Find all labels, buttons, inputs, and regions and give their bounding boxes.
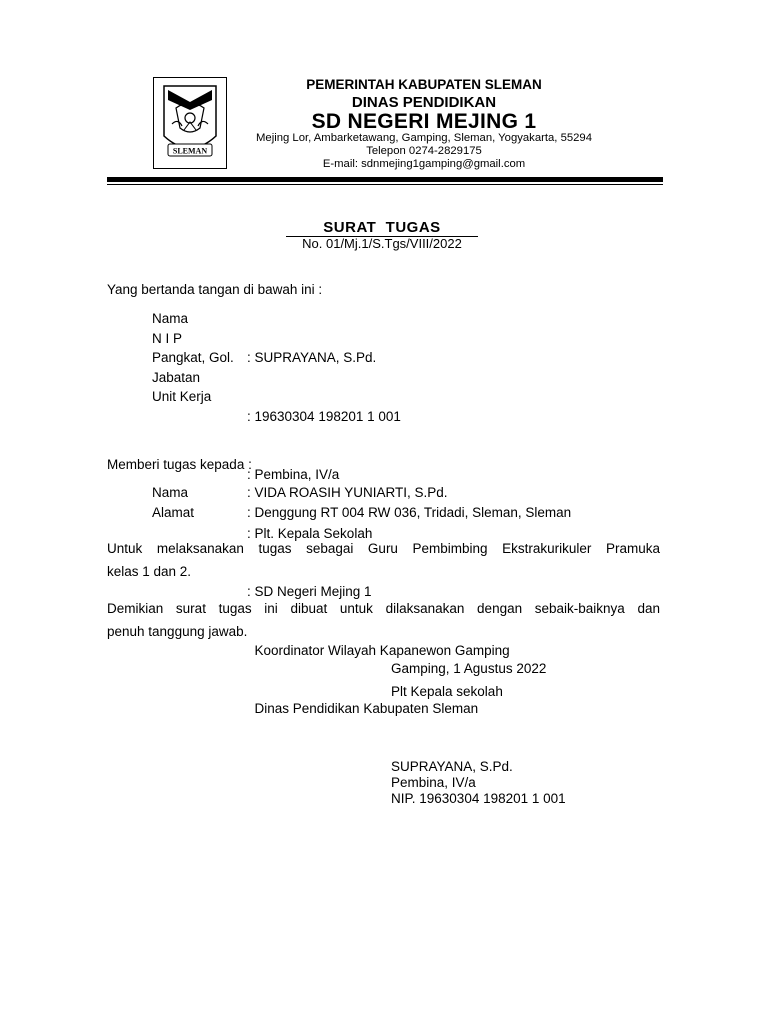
field-label: Nama [152,485,189,500]
logo-text: SLEMAN [172,146,208,156]
letter-title: SURAT TUGAS [286,219,478,237]
signatory-labels [152,309,234,407]
letterhead-phone: Telepon 0274-2829175 [366,145,482,157]
field-value: : 19630304 198201 1 001 [247,408,401,424]
letterhead-divider-thin [107,184,663,185]
field-label: Unit Kerja [152,389,212,404]
field-label: Alamat [152,504,195,520]
letterhead-government: PEMERINTAH KABUPATEN SLEMAN [306,77,542,92]
field-value: : SD Negeri Mejing 1 [247,584,372,599]
assign-intro: Memberi tugas kepada : [107,457,252,472]
letter-number: No. 01/Mj.1/S.Tgs/VIII/2022 [302,236,462,251]
signatory-rank: Pembina, IV/a [391,775,476,790]
field-value: : SUPRAYANA, S.Pd. [247,350,377,365]
field-label: N I P [152,330,183,346]
letterhead-department: DINAS PENDIDIKAN [351,94,497,111]
field-value: Dinas Pendidikan Kabupaten Sleman [247,701,479,716]
field-value: : Pembina, IV/a [247,467,340,482]
signatory-nip: NIP. 19630304 198201 1 001 [391,791,566,806]
letterhead-email: E-mail: sdnmejing1gamping@gmail.com [322,158,526,170]
letterhead-divider-thick [107,177,663,182]
assignee-values [247,483,571,522]
intro-text: Yang bertanda tangan di bawah ini : [107,282,323,297]
regency-logo [153,77,227,169]
purpose-line: kelas 1 dan 2. [107,564,192,579]
signatory-name: SUPRAYANA, S.Pd. [391,759,513,774]
field-label: Nama [152,311,189,326]
place-date: Gamping, 1 Agustus 2022 [391,661,547,676]
field-value: : VIDA ROASIH YUNIARTI, S.Pd. [247,485,448,500]
field-value: : Denggung RT 004 RW 036, Tridadi, Sleman, Sleman [247,504,572,520]
closing-line: Demikian surat tugas ini dibuat untuk dilaksanakan dengan sebaik-baiknya dan [107,601,660,616]
field-label: Pangkat, Gol. [152,350,234,365]
letterhead-school: SD NEGERI MEJING 1 [311,110,537,133]
field-value: : Plt. Kepala Sekolah [247,525,373,541]
signatory-position: Plt Kepala sekolah [391,684,503,699]
closing-paragraph [107,597,660,643]
field-value: Koordinator Wilayah Kapanewon Gamping [247,642,510,658]
assignee-labels [152,483,194,522]
field-label: Jabatan [152,369,201,385]
sleman-crest-icon [154,78,226,168]
closing-line: penuh tanggung jawab. [107,624,248,639]
purpose-paragraph [107,537,660,583]
letterhead-address: Mejing Lor, Ambarketawang, Gamping, Sleman, Yogyakarta, 55294 [256,132,592,144]
purpose-line: Untuk melaksanakan tugas sebagai Guru Pembimbing Ekstrakurikuler Pramuka [107,541,660,556]
